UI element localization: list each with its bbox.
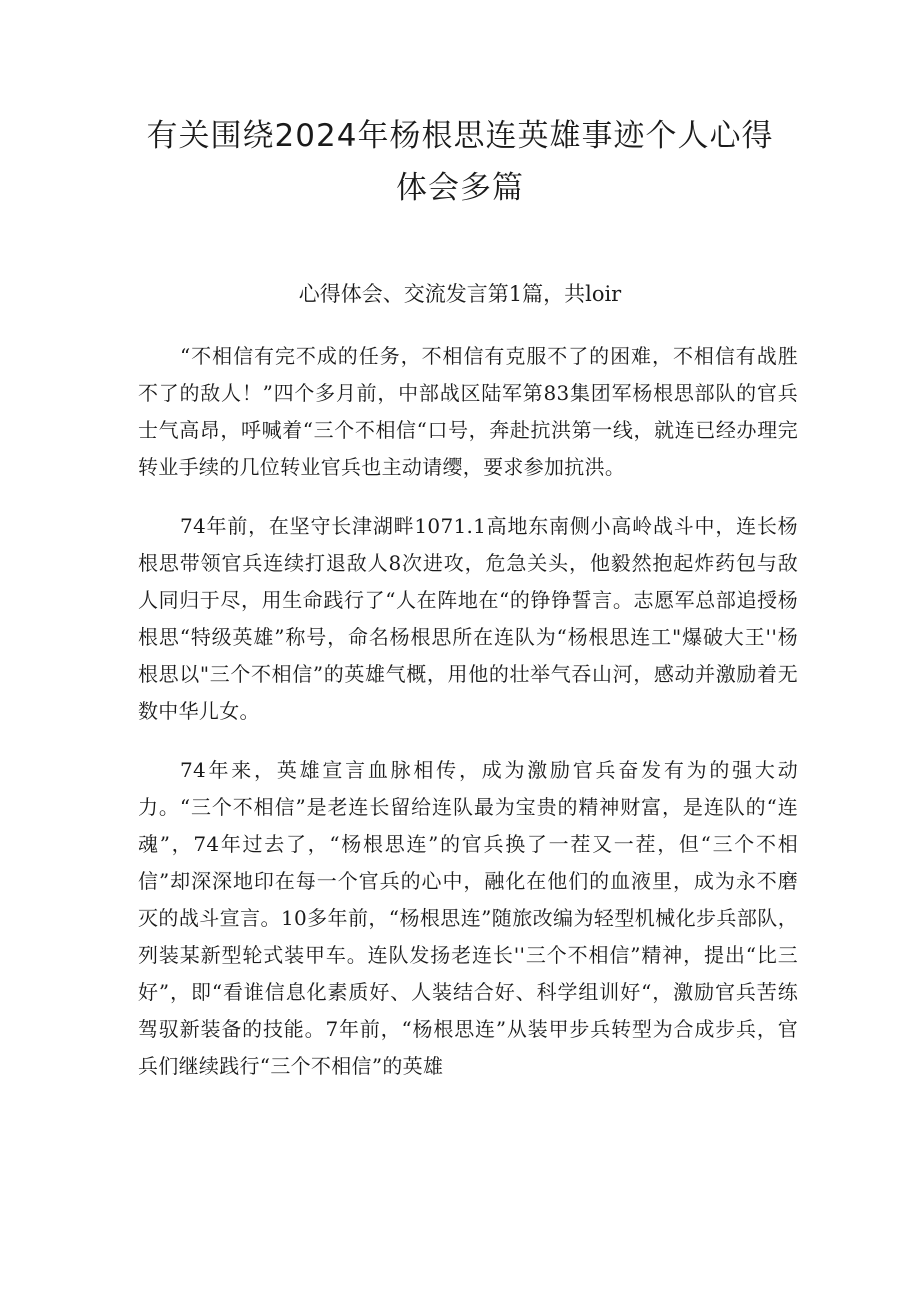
- paragraph-2: 74年前，在坚守长津湖畔1071.1高地东南侧小高岭战斗中，连长杨根思带领官兵连续打退敌人8次进攻，危急关头，他毅然抱起炸药包与敌人同归于尽，用生命践行了“人在阵地在“的铮铮誓言。志愿军总部追授杨根思“特级英雄”称号，命名杨根思所在连队为“杨根思连工"爆破大王''杨根思以"三个不相信”的英雄气概，用他的壮举气吞山河，感动并激励着无数中华儿女。: [138, 514, 798, 723]
- document-subtitle: 心得体会、交流发言第1篇，共loir: [298, 282, 622, 306]
- paragraph-1: “不相信有完不成的任务，不相信有克服不了的困难，不相信有战胜不了的敌人！”四个多月前，中部战区陆军第83集团军杨根思部队的官兵士气高昂，呼喊着“三个不相信“口号，奔赴抗洪第一线，就连已经办理完转业手续的几位转业官兵也主动请缨，要求参加抗洪。: [138, 344, 798, 479]
- document-title: 有关围绕2024年杨根思连英雄事迹个人心得体会多篇: [146, 118, 774, 206]
- paragraph-3: 74年来，英雄宣言血脉相传，成为激励官兵奋发有为的强大动力。“三个不相信”是老连长留给连队最为宝贵的精神财富，是连队的“连魂”，74年过去了，“杨根思连”的官兵换了一茬又一茬，但“三个不相信”却深深地印在每一个官兵的心中，融化在他们的血液里，成为永不磨灭的战斗宣言。10多年前，“杨根思连”随旅改编为轻型机械化步兵部队，列装某新型轮式装甲车。连队发扬老连长''三个不相信”精神，提出“比三好”，即“看谁信息化素质好、人装结合好、科学组训好“，激励官兵苦练驾驭新装备的技能。7年前，“杨根思连”从装甲步兵转型为合成步兵，官兵们继续践行“三个不相信”的英雄: [138, 758, 798, 1078]
- document-body: [138, 338, 798, 1107]
